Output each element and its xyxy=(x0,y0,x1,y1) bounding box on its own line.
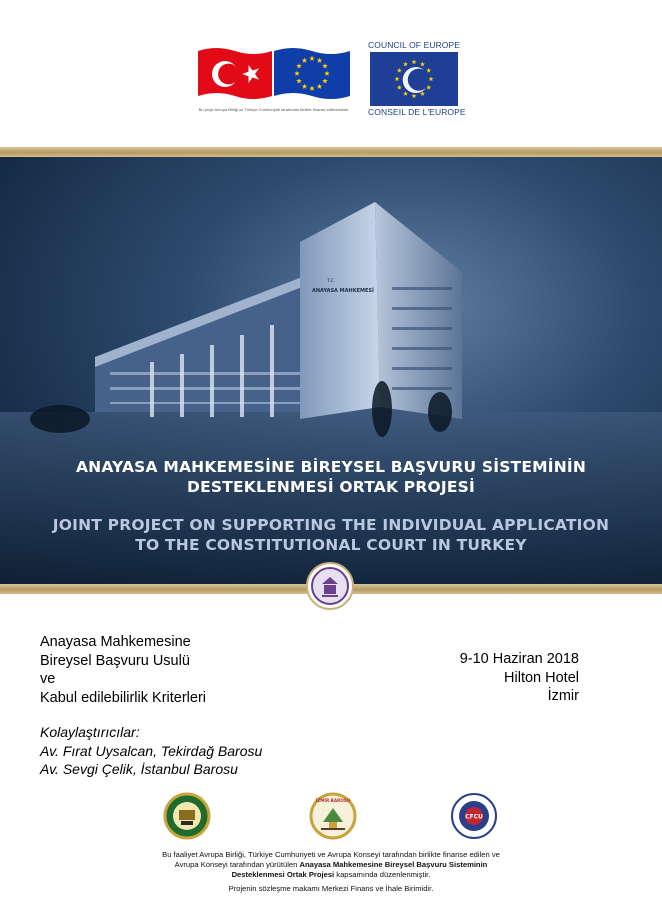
facilitator-2: Av. Sevgi Çelik, İstanbul Barosu xyxy=(40,761,238,777)
topic-line3: ve xyxy=(40,671,56,687)
footer-line2-pre: Avrupa Konseyi tarafından yürütülen xyxy=(174,860,300,869)
izmir-logo-label: İZMİR BAROSU xyxy=(315,798,351,803)
cfcu-logo-icon xyxy=(450,792,498,840)
facilitators-heading: Kolaylaştırıcılar: xyxy=(40,724,140,740)
title-turkish xyxy=(0,457,662,497)
coe-star-icon xyxy=(395,76,400,81)
coe-title-fr: CONSEIL DE L'EUROPE xyxy=(368,107,466,117)
bar-association-logo-icon xyxy=(163,792,211,840)
court-building-photo xyxy=(0,157,662,584)
footer-line2 xyxy=(0,860,662,870)
izmir-bar-association-logo-icon xyxy=(309,792,357,840)
topic-line4: Kabul edilebilirlik Kriterleri xyxy=(40,689,207,706)
event-venue: Hilton Hotel xyxy=(504,669,579,686)
flags-caption: Bu proje Avrupa Birliği ve Türkiye Cumhuriyeti tarafından birlikte finanse edilmektedir. xyxy=(198,107,350,112)
title-english-line2: TO THE CONSTITUTIONAL COURT IN TURKEY xyxy=(135,536,527,554)
coe-star-icon xyxy=(397,68,402,73)
footer-line4: Projenin sözleşme makamı Merkezi Finans ve İhale Birimidir. xyxy=(228,884,434,893)
building-tc-label: T.C. xyxy=(327,279,336,284)
title-turkish-line2: DESTEKLENMESİ ORTAK PROJESİ xyxy=(187,478,475,496)
event-info xyxy=(460,650,579,706)
coe-star-icon xyxy=(412,59,417,64)
building-sign-label: ANAYASA MAHKEMESİ xyxy=(312,288,374,294)
cfcu-logo-label: CFCU xyxy=(465,813,483,821)
coe-star-icon xyxy=(429,76,434,81)
eu-flag-icon xyxy=(274,45,350,102)
event-city: İzmir xyxy=(547,688,579,704)
footer-line3 xyxy=(0,870,662,880)
footer-line3-bold: Desteklenmesi Ortak Projesi xyxy=(231,870,335,879)
footer-line3-post: kapsamında düzenlenmiştir. xyxy=(334,870,431,879)
council-of-europe-logo xyxy=(368,40,466,118)
facilitators xyxy=(40,723,262,779)
coe-star-icon xyxy=(397,85,402,90)
coe-title-en: COUNCIL OF EUROPE xyxy=(368,40,461,50)
coe-emblem xyxy=(370,52,458,106)
topic-line1: Anayasa Mahkemesine xyxy=(40,634,191,650)
footer-line1: Bu faaliyet Avrupa Birliği, Türkiye Cumhuriyeti ve Avrupa Konseyi tarafından birlikte finanse edilen ve xyxy=(162,850,500,859)
seminar-topic xyxy=(40,633,206,707)
event-date: 9-10 Haziran 2018 xyxy=(459,651,579,667)
coe-stars-icon xyxy=(370,52,458,106)
footer-line2-bold: Anayasa Mahkemesine Bireysel Başvuru Sisteminin xyxy=(299,860,488,869)
topic-line2: Bireysel Başvuru Usulü xyxy=(40,652,190,669)
turkey-flag-icon xyxy=(198,45,272,102)
coe-star-icon xyxy=(426,68,431,73)
coe-star-icon xyxy=(420,62,425,67)
coe-star-icon xyxy=(403,91,408,96)
title-english xyxy=(0,515,662,555)
tr-eu-flags-logo xyxy=(198,45,350,115)
facilitator-1: Av. Fırat Uysalcan, Tekirdağ Barosu xyxy=(40,742,263,759)
title-english-line1: JOINT PROJECT ON SUPPORTING THE INDIVIDUAL APPLICATION xyxy=(52,516,610,534)
footer-disclaimer xyxy=(0,850,662,894)
coe-star-icon xyxy=(426,85,431,90)
gold-band-top xyxy=(0,147,662,157)
coe-star-icon xyxy=(412,93,417,98)
title-turkish-line1: ANAYASA MAHKEMESİNE BİREYSEL BAŞVURU SİSTEMİNİN xyxy=(75,458,587,476)
constitutional-court-seal-icon xyxy=(306,562,354,610)
coe-star-icon xyxy=(403,62,408,67)
